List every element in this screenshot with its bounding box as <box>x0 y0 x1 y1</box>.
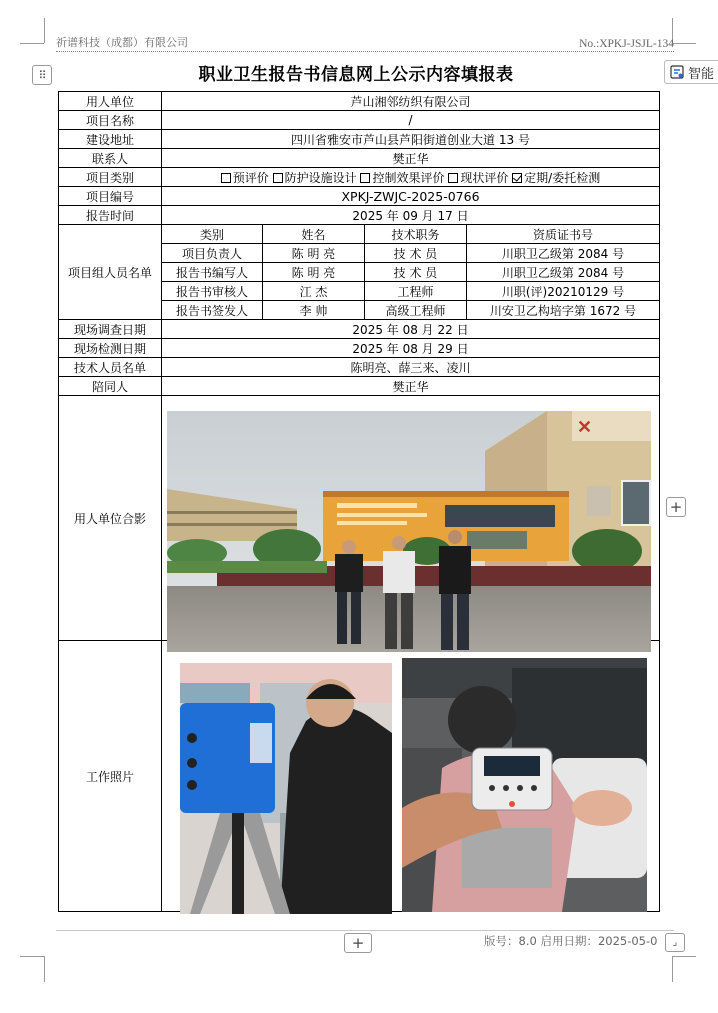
footer-version: 版号：8.0 启用日期：2025-05-0 <box>484 934 658 948</box>
report-time-label: 报告时间 <box>59 206 162 225</box>
table-row <box>59 358 660 377</box>
crop-mark-top-left-v <box>44 18 45 43</box>
group-photo <box>167 411 651 652</box>
category-option-periodic-test[interactable]: 定期/委托检测 <box>512 171 600 185</box>
table-row <box>59 92 660 111</box>
group-photo-label: 用人单位合影 <box>59 396 162 641</box>
team-name[interactable]: 江 杰 <box>263 282 365 301</box>
test-date-label: 现场检测日期 <box>59 339 162 358</box>
crop-mark-top-right-h <box>672 43 696 44</box>
team-header-cert: 资质证书号 <box>467 225 660 244</box>
project-no-value[interactable]: XPKJ-ZWJC-2025-0766 <box>162 187 660 206</box>
category-option-status-eval[interactable]: 现状评价 <box>448 171 508 185</box>
add-column-plus-icon[interactable]: + <box>666 497 686 517</box>
employer-value[interactable]: 芦山湘邻纺织有限公司 <box>162 92 660 111</box>
project-no-label: 项目编号 <box>59 187 162 206</box>
team-cert[interactable]: 川安卫乙构培字第 1672 号 <box>467 301 660 320</box>
team-role[interactable]: 报告书审核人 <box>162 282 263 301</box>
team-role[interactable]: 项目负责人 <box>162 244 263 263</box>
smart-ai-button[interactable] <box>664 60 718 84</box>
svg-text:✕: ✕ <box>577 417 593 437</box>
test-date-value[interactable]: 2025 年 08 月 29 日 <box>162 339 660 358</box>
team-title[interactable]: 技 术 员 <box>365 244 467 263</box>
crop-mark-top-left-h <box>20 43 44 44</box>
tech-staff-value[interactable]: 陈明亮、薛三来、凌川 <box>162 358 660 377</box>
companion-label: 陪同人 <box>59 377 162 396</box>
address-label: 建设地址 <box>59 130 162 149</box>
work-photo-right <box>402 658 647 912</box>
table-row <box>59 111 660 130</box>
team-role[interactable]: 报告书编写人 <box>162 263 263 282</box>
checkbox-icon[interactable] <box>360 173 370 183</box>
category-option-pre-eval[interactable]: 预评价 <box>221 171 269 185</box>
crop-mark-bottom-left-h <box>20 956 44 957</box>
table-row <box>59 149 660 168</box>
survey-date-label: 现场调查日期 <box>59 320 162 339</box>
team-name[interactable]: 陈 明 亮 <box>263 263 365 282</box>
table-row <box>59 206 660 225</box>
table-row <box>59 339 660 358</box>
checkbox-checked-icon[interactable] <box>512 173 522 183</box>
table-row <box>59 377 660 396</box>
work-photo-left <box>180 663 392 914</box>
page-header <box>56 36 674 52</box>
team-header-title: 技术职务 <box>365 225 467 244</box>
category-options <box>162 168 660 187</box>
table-row <box>59 130 660 149</box>
work-photo-label: 工作照片 <box>59 641 162 912</box>
category-option-protection-design[interactable]: 防护设施设计 <box>273 171 357 185</box>
resize-corner-icon[interactable]: ⌟ <box>665 933 685 952</box>
smart-ai-label: 智能 <box>688 66 715 82</box>
team-cert[interactable]: 川职卫乙级第 2084 号 <box>467 263 660 282</box>
crop-mark-bottom-right-h <box>672 956 696 957</box>
team-title[interactable]: 高级工程师 <box>365 301 467 320</box>
crop-mark-bottom-right-v <box>672 956 673 982</box>
team-role[interactable]: 报告书签发人 <box>162 301 263 320</box>
table-row <box>59 225 660 244</box>
contact-value[interactable]: 樊正华 <box>162 149 660 168</box>
team-name[interactable]: 陈 明 亮 <box>263 244 365 263</box>
add-row-plus-icon[interactable]: + <box>344 933 372 953</box>
team-header-name: 姓名 <box>263 225 365 244</box>
drag-handle-icon[interactable]: ⠿ <box>32 65 52 85</box>
team-header-role: 类别 <box>162 225 263 244</box>
table-row <box>59 320 660 339</box>
category-option-control-effect[interactable]: 控制效果评价 <box>360 171 444 185</box>
checkbox-icon[interactable] <box>221 173 231 183</box>
address-value[interactable]: 四川省雅安市芦山县芦阳街道创业大道 13 号 <box>162 130 660 149</box>
tech-staff-label: 技术人员名单 <box>59 358 162 377</box>
checkbox-icon[interactable] <box>448 173 458 183</box>
project-name-value[interactable]: / <box>162 111 660 130</box>
contact-label: 联系人 <box>59 149 162 168</box>
team-cert[interactable]: 川职(评)20210129 号 <box>467 282 660 301</box>
employer-label: 用人单位 <box>59 92 162 111</box>
team-name[interactable]: 李 帅 <box>263 301 365 320</box>
team-title[interactable]: 技 术 员 <box>365 263 467 282</box>
crop-mark-bottom-left-v <box>44 956 45 982</box>
companion-value[interactable]: 樊正华 <box>162 377 660 396</box>
category-label: 项目类别 <box>59 168 162 187</box>
page-title: 职业卫生报告书信息网上公示内容填报表 <box>198 65 514 85</box>
survey-date-value[interactable]: 2025 年 08 月 22 日 <box>162 320 660 339</box>
smart-ai-icon <box>670 65 684 79</box>
header-doc-no: No.:XPKJ-JSJL-134 <box>579 38 674 50</box>
report-time-value[interactable]: 2025 年 09 月 17 日 <box>162 206 660 225</box>
checkbox-icon[interactable] <box>273 173 283 183</box>
project-name-label: 项目名称 <box>59 111 162 130</box>
team-cert[interactable]: 川职卫乙级第 2084 号 <box>467 244 660 263</box>
team-label: 项目组人员名单 <box>59 225 162 320</box>
header-company: 祈谱科技（成都）有限公司 <box>56 36 188 49</box>
team-title[interactable]: 工程师 <box>365 282 467 301</box>
footer-rule <box>56 930 674 931</box>
table-row <box>59 187 660 206</box>
table-row <box>59 168 660 187</box>
